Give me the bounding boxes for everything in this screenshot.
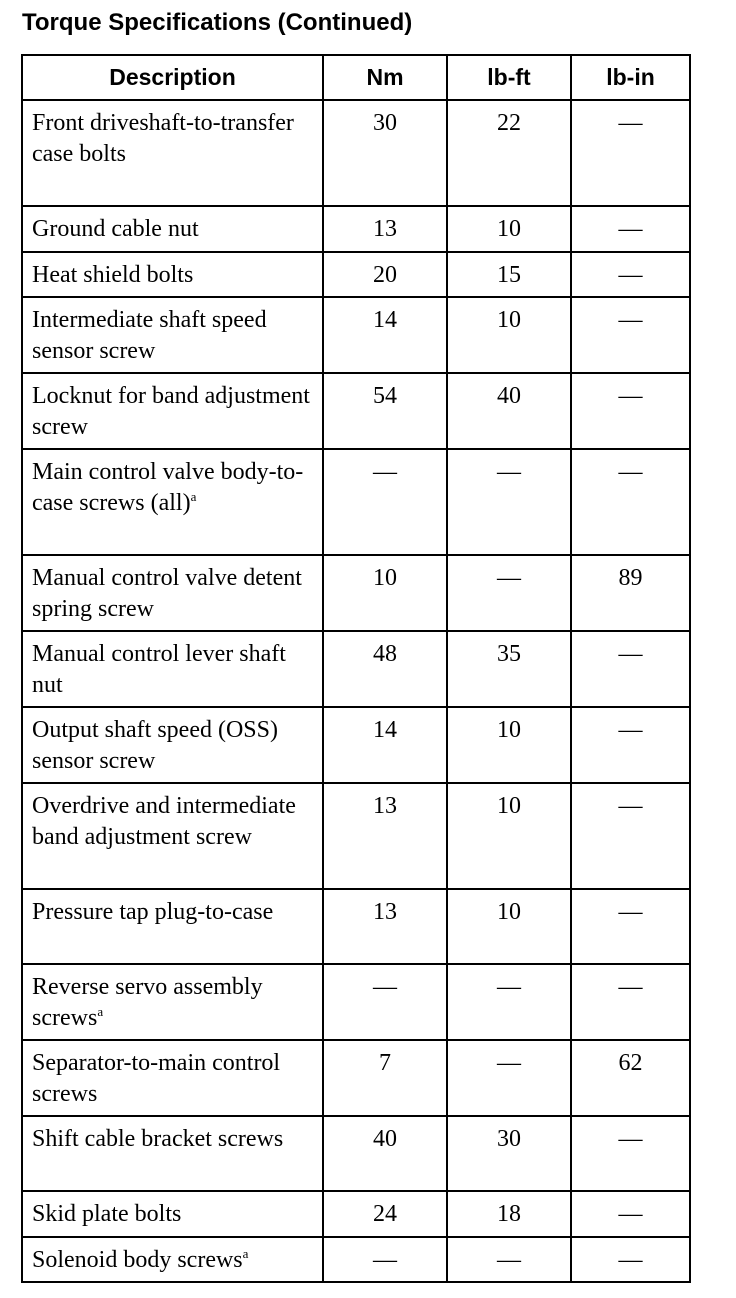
description-cell <box>22 1191 323 1237</box>
footnote-marker: a <box>242 1245 249 1261</box>
lb-in-value-cell: — <box>571 707 690 783</box>
description-cell <box>22 783 323 889</box>
description-cell <box>22 297 323 373</box>
lb-ft-value-cell: 15 <box>447 252 571 298</box>
description-cell <box>22 1237 323 1283</box>
lb-in-value-cell: — <box>571 1116 690 1191</box>
lb-in-value-cell: — <box>571 100 690 206</box>
footnote-marker: a <box>97 1003 104 1019</box>
description-cell <box>22 206 323 252</box>
lb-in-value-cell: — <box>571 1191 690 1237</box>
lb-ft-value-cell: 10 <box>447 707 571 783</box>
lb-ft-value-cell: 22 <box>447 100 571 206</box>
description-text: Manual control valve detent spring screw <box>32 565 302 622</box>
lb-in-value-cell: — <box>571 206 690 252</box>
table-header-row <box>22 55 690 100</box>
lb-in-value-cell: — <box>571 889 690 964</box>
table-row <box>22 1237 690 1283</box>
nm-value-cell: 14 <box>323 707 447 783</box>
description-text: Heat shield bolts <box>32 261 194 288</box>
lb-in-value-cell: — <box>571 252 690 298</box>
column-header-lb-ft: lb-ft <box>447 55 571 100</box>
nm-value-cell: 24 <box>323 1191 447 1237</box>
description-cell <box>22 555 323 631</box>
table-row <box>22 555 690 631</box>
nm-value-cell: — <box>323 1237 447 1283</box>
description-cell <box>22 964 323 1040</box>
nm-value-cell: — <box>323 964 447 1040</box>
table-row <box>22 100 690 206</box>
table-row <box>22 1116 690 1191</box>
lb-ft-value-cell: — <box>447 1040 571 1116</box>
description-cell <box>22 373 323 449</box>
lb-in-value-cell: — <box>571 1237 690 1283</box>
description-text: Locknut for band adjustment screw <box>32 383 310 440</box>
footnote-marker: a <box>190 488 197 504</box>
lb-ft-value-cell: 10 <box>447 206 571 252</box>
table-row <box>22 964 690 1040</box>
lb-ft-value-cell: — <box>447 449 571 555</box>
torque-spec-table <box>21 54 691 1283</box>
lb-in-value-cell: — <box>571 783 690 889</box>
description-cell <box>22 889 323 964</box>
lb-ft-value-cell: 10 <box>447 783 571 889</box>
description-text: Ground cable nut <box>32 216 199 242</box>
description-text: Separator-to-main control screws <box>32 1050 281 1107</box>
lb-ft-value-cell: — <box>447 1237 571 1283</box>
description-text: Shift cable bracket screws <box>32 1126 284 1152</box>
table-row <box>22 707 690 783</box>
lb-in-value-cell: 89 <box>571 555 690 631</box>
nm-value-cell: 54 <box>323 373 447 449</box>
description-text: Intermediate shaft speed sensor screw <box>32 307 267 364</box>
lb-in-value-cell: — <box>571 297 690 373</box>
lb-ft-value-cell: — <box>447 555 571 631</box>
page-title: Torque Specifications (Continued) <box>22 9 413 36</box>
table-row <box>22 783 690 889</box>
nm-value-cell: 48 <box>323 631 447 707</box>
description-cell <box>22 100 323 206</box>
lb-ft-value-cell: 18 <box>447 1191 571 1237</box>
description-cell <box>22 449 323 555</box>
nm-value-cell: 20 <box>323 252 447 298</box>
description-cell <box>22 631 323 707</box>
description-text: Manual control lever shaft nut <box>32 641 286 698</box>
description-text: Main control valve body-to-case screws (all) <box>32 459 304 516</box>
nm-value-cell: 13 <box>323 206 447 252</box>
lb-ft-value-cell: 10 <box>447 297 571 373</box>
description-text: Output shaft speed (OSS) sensor screw <box>32 717 278 774</box>
description-text: Overdrive and intermediate band adjustment screw <box>32 793 296 850</box>
nm-value-cell: 40 <box>323 1116 447 1191</box>
lb-ft-value-cell: 30 <box>447 1116 571 1191</box>
lb-in-value-cell: — <box>571 964 690 1040</box>
description-text: Solenoid body screws <box>32 1246 243 1273</box>
column-header-description: Description <box>22 55 323 100</box>
column-header-nm: Nm <box>323 55 447 100</box>
table-row <box>22 373 690 449</box>
column-header-lb-in: lb-in <box>571 55 690 100</box>
lb-in-value-cell: — <box>571 449 690 555</box>
nm-value-cell: 14 <box>323 297 447 373</box>
lb-ft-value-cell: — <box>447 964 571 1040</box>
description-cell <box>22 707 323 783</box>
description-text: Front driveshaft-to-transfer case bolts <box>32 110 294 167</box>
description-cell <box>22 1116 323 1191</box>
table-row <box>22 1040 690 1116</box>
lb-in-value-cell: 62 <box>571 1040 690 1116</box>
description-text: Reverse servo assembly screws <box>32 974 263 1031</box>
table-body <box>22 100 690 1282</box>
nm-value-cell: 13 <box>323 783 447 889</box>
table-row <box>22 252 690 298</box>
nm-value-cell: 7 <box>323 1040 447 1116</box>
nm-value-cell: 13 <box>323 889 447 964</box>
lb-in-value-cell: — <box>571 631 690 707</box>
table-row <box>22 1191 690 1237</box>
table-row <box>22 297 690 373</box>
lb-in-value-cell: — <box>571 373 690 449</box>
description-cell <box>22 1040 323 1116</box>
table-row <box>22 206 690 252</box>
table-row <box>22 631 690 707</box>
nm-value-cell: 10 <box>323 555 447 631</box>
nm-value-cell: — <box>323 449 447 555</box>
lb-ft-value-cell: 40 <box>447 373 571 449</box>
description-text: Pressure tap plug-to-case <box>32 899 274 925</box>
nm-value-cell: 30 <box>323 100 447 206</box>
description-text: Skid plate bolts <box>32 1201 182 1227</box>
lb-ft-value-cell: 35 <box>447 631 571 707</box>
description-cell <box>22 252 323 298</box>
lb-ft-value-cell: 10 <box>447 889 571 964</box>
table-row <box>22 889 690 964</box>
table-row <box>22 449 690 555</box>
